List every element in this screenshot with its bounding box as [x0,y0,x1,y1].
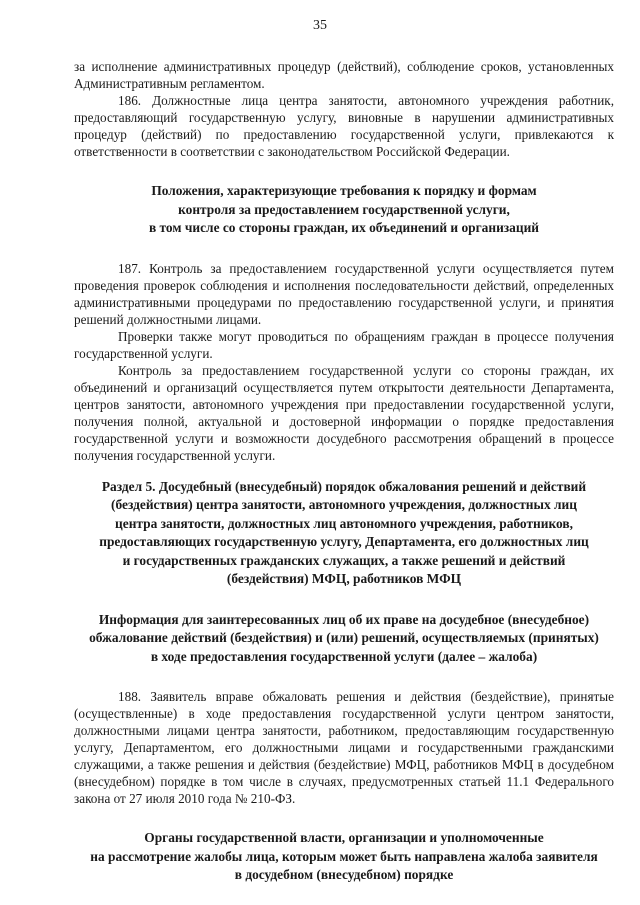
heading-line: центра занятости, должностных лиц автономного учреждения, работников, [115,515,573,531]
paragraph-intro: за исполнение административных процедур (действий), соблюдение сроков, установленных Административным регламентом. [74,59,614,91]
heading-line: и государственных гражданских служащих, а также решений и действий [122,552,566,568]
paragraph-187-checks: Проверки также могут проводиться по обращениям граждан в процессе получения государственной услуги. [74,328,614,361]
heading-control-requirements [74,182,614,238]
heading-complaint-info [74,611,614,667]
heading-line: Раздел 5. Досудебный (внесудебный) порядок обжалования решений и действий [101,478,587,494]
heading-line: на рассмотрение жалобы лица, которым может быть направлена жалоба заявителя [90,848,598,864]
heading-line: обжалование действий (бездействия) и (или) решений, осуществляемых (принятых) [89,630,599,645]
page-content [74,58,614,885]
heading-line: (бездействия) МФЦ, работников МФЦ [226,571,462,586]
paragraph-187: 187. Контроль за предоставлением государственной услуги осуществляется путем проведения проверок соблюдения и исполнения последовательности действий, определенных административными процедурами по предоставлению государственной услуги, и принятия решений должностными лицами. [74,260,614,327]
heading-line: в досудебном (внесудебном) порядке [234,867,454,882]
page-number: 35 [313,18,327,33]
heading-section-5 [74,478,614,589]
heading-line: контроля за предоставлением государственной услуги, [178,201,510,217]
paragraph-186: 186. Должностные лица центра занятости, автономного учреждения работник, предоставляющий государственную услугу, виновные в нарушении административных процедур (действий) по предоставлению государственной услуги, привлекаются к ответственности в соответствии с законодательством Российской Федерации. [74,93,614,159]
heading-line: Органы государственной власти, организации и уполномоченные [144,830,544,845]
heading-line: (бездействия) центра занятости, автономного учреждения, должностных лиц [111,497,577,512]
heading-complaint-organs [74,829,614,885]
paragraph-187-citizens: Контроль за предоставлением государственной услуги со стороны граждан, их объединений и организаций осуществляется путем открытости деятельности Департамента, центров занятости, автономного учреждения при предоставлении государственной услуги, получения полной, актуальной и достоверной информации о порядке предоставления государственной услуги и возможности досудебного рассмотрения обращений в процессе получения государственной услуги. [74,362,614,463]
heading-line: в ходе предоставления государственной услуги (далее – жалоба) [150,648,538,664]
heading-line: Информация для заинтересованных лиц об их праве на досудебное (внесудебное) [98,611,590,627]
heading-line: Положения, характеризующие требования к порядку и формам [151,183,537,198]
paragraph-188: 188. Заявитель вправе обжаловать решения и действия (бездействие), принятые (осуществленные) в ходе предоставления государственной услуги центром занятости, должностными лицами центра занятости, работником, предоставляющим государственную услугу, Департаментом, его должностными лицами и государственными гражданскими служащими, а также решения и действия (бездействие) МФЦ, работников МФЦ в досудебном (внесудебном) порядке в том числе в случаях, предусмотренных статьей 11.1 Федерального закона от 27 июля 2010 года № 210-ФЗ. [74,689,614,806]
heading-line: в том числе со стороны граждан, их объединений и организаций [148,220,540,235]
heading-line: предоставляющих государственную услугу, Департамента, его должностных лиц [99,534,589,549]
